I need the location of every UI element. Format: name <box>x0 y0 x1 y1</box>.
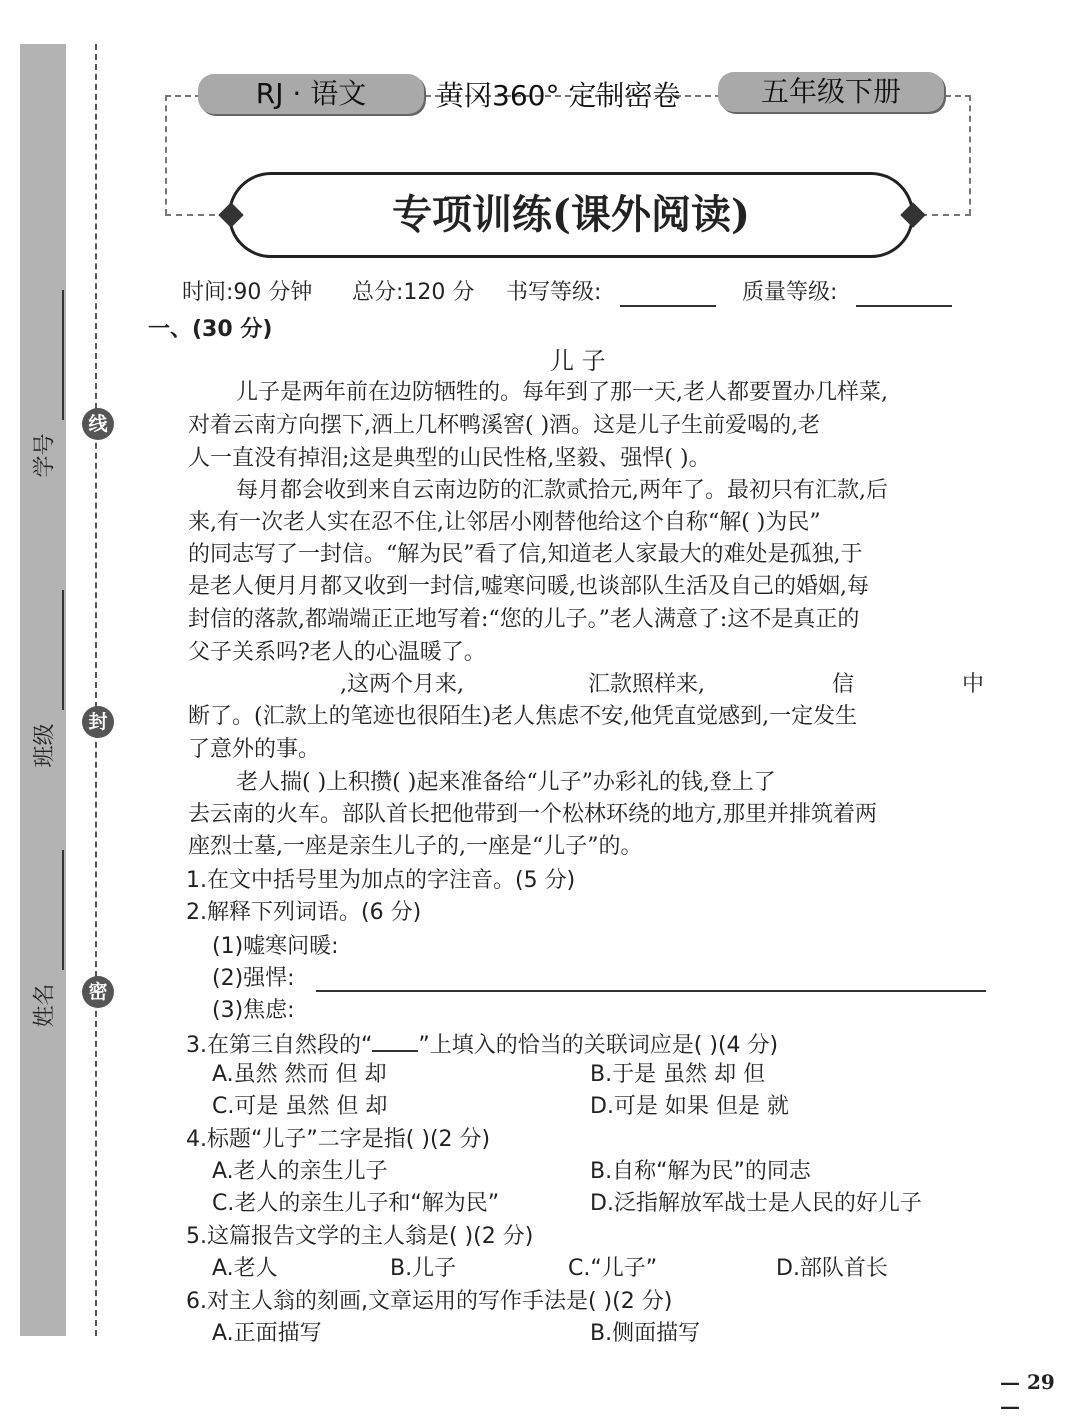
passage-title: 儿 子 <box>550 347 606 375</box>
header-frame-right <box>921 214 971 216</box>
answer-line[interactable] <box>316 990 986 992</box>
option-4a[interactable]: A.老人的亲生儿子 <box>212 1159 388 1184</box>
class-field[interactable] <box>22 590 64 790</box>
student-id-field[interactable] <box>22 290 64 490</box>
passage-line: 每月都会收到来自云南边防的汇款贰拾元,两年了。最初只有汇款,后 <box>236 478 888 503</box>
option-3a[interactable]: A.虽然 然而 但 却 <box>212 1062 387 1087</box>
grade-badge: 五年级下册 <box>718 72 944 112</box>
class-label: 班级 <box>32 723 58 768</box>
question-1: 1.在文中括号里为加点的字注音。(5 分) <box>186 868 576 893</box>
seal-feng: 封 <box>82 706 114 738</box>
passage-line: 人一直没有掉泪;这是典型的山民性格,坚毅、强悍( )。 <box>188 446 711 471</box>
passage-fragment: ,这两个月来, <box>340 672 464 697</box>
question-2-2: (2)强悍: <box>212 966 295 991</box>
passage-line: 去云南的火车。部队首长把他带到一个松林环绕的地方,那里并排筑着两 <box>188 802 877 827</box>
cut-line <box>95 44 97 1336</box>
passage-line: 老人揣( )上积攒( )起来准备给“儿子”办彩礼的钱,登上了 <box>236 770 776 795</box>
page-number: — 29 — <box>1000 1370 1055 1418</box>
question-2: 2.解释下列词语。(6 分) <box>186 900 422 925</box>
option-3c[interactable]: C.可是 虽然 但 却 <box>212 1094 388 1119</box>
name-label: 姓名 <box>32 983 58 1028</box>
passage-line: 封信的落款,都端端正正地写着:“您的儿子。”老人满意了:这不是真正的 <box>188 607 860 632</box>
option-3b[interactable]: B.于是 虽然 却 但 <box>590 1062 766 1087</box>
quality-grade-label: 质量等级: <box>742 280 838 305</box>
series-title: 黄冈360° 定制密卷 <box>436 79 681 112</box>
page-title: 专项训练(课外阅读) <box>228 172 914 258</box>
passage-fragment: 信 <box>832 672 855 697</box>
time-label: 时间:90 分钟 <box>182 280 313 305</box>
header-frame-left <box>165 214 215 216</box>
question-4: 4.标题“儿子”二字是指( )(2 分) <box>186 1127 491 1152</box>
passage-line: 是老人便月月都又收到一封信,嘘寒问暖,也谈部队生活及自己的婚姻,每 <box>188 574 869 599</box>
student-id-label: 学号 <box>32 433 58 478</box>
total-score: 总分:120 分 <box>352 280 475 305</box>
passage-line: 儿子是两年前在边防牺牲的。每年到了那一天,老人都要置办几样菜, <box>236 380 888 405</box>
seal-xian: 线 <box>82 408 114 440</box>
passage-line: 了意外的事。 <box>188 737 321 762</box>
subject-badge: RJ · 语文 <box>198 74 424 114</box>
question-3-pre: 3.在第三自然段的“ <box>186 1033 373 1058</box>
question-5: 5.这篇报告文学的主人翁是( )(2 分) <box>186 1224 534 1249</box>
passage-fragment: 中 <box>962 672 985 697</box>
option-5a[interactable]: A.老人 <box>212 1256 278 1281</box>
connective-blank-1[interactable] <box>236 676 336 698</box>
quality-grade-blank[interactable] <box>856 283 952 307</box>
option-4d[interactable]: D.泛指解放军战士是人民的好儿子 <box>590 1191 922 1216</box>
question-3 <box>186 1028 778 1061</box>
option-6b[interactable]: B.侧面描写 <box>590 1321 701 1346</box>
passage-line: 断了。(汇款上的笔迹也很陌生)老人焦虑不安,他凭直觉感到,一定发生 <box>188 704 858 729</box>
passage-line: 对着云南方向摆下,洒上几杯鸭溪窖( )酒。这是儿子生前爱喝的,老 <box>188 413 821 438</box>
section-label: 一、(30 分) <box>148 317 273 342</box>
question-6: 6.对主人翁的刻画,文章运用的写作手法是( )(2 分) <box>186 1289 673 1314</box>
option-4b[interactable]: B.自称“解为民”的同志 <box>590 1159 811 1184</box>
option-5c[interactable]: C.“儿子” <box>568 1256 658 1281</box>
seal-mi: 密 <box>82 976 114 1008</box>
question-2-3: (3)焦虑: <box>212 998 295 1023</box>
option-4c[interactable]: C.老人的亲生儿子和“解为民” <box>212 1191 500 1216</box>
passage-fragment: 汇款照样来, <box>588 672 705 697</box>
passage-line: 来,有一次老人实在忍不住,让邻居小刚替他给这个自称“解( )为民” <box>188 510 821 535</box>
question-3-post: ”上填入的恰当的关联词应是( )(4 分) <box>418 1033 779 1058</box>
option-6a[interactable]: A.正面描写 <box>212 1321 322 1346</box>
name-field[interactable] <box>22 850 64 1050</box>
question-2-1: (1)嘘寒问暖: <box>212 934 339 959</box>
option-3d[interactable]: D.可是 如果 但是 就 <box>590 1094 789 1119</box>
passage-line: 的同志写了一封信。“解为民”看了信,知道老人家最大的难处是孤独,于 <box>188 542 863 567</box>
writing-grade-label: 书写等级: <box>506 280 602 305</box>
question-3-blank[interactable] <box>372 1028 418 1052</box>
option-5d[interactable]: D.部队首长 <box>776 1256 888 1281</box>
passage-line: 座烈士墓,一座是亲生儿子的,一座是“儿子”的。 <box>188 834 643 859</box>
passage-line: 父子关系吗?老人的心温暖了。 <box>188 640 486 665</box>
writing-grade-blank[interactable] <box>620 283 716 307</box>
option-5b[interactable]: B.儿子 <box>390 1256 457 1281</box>
